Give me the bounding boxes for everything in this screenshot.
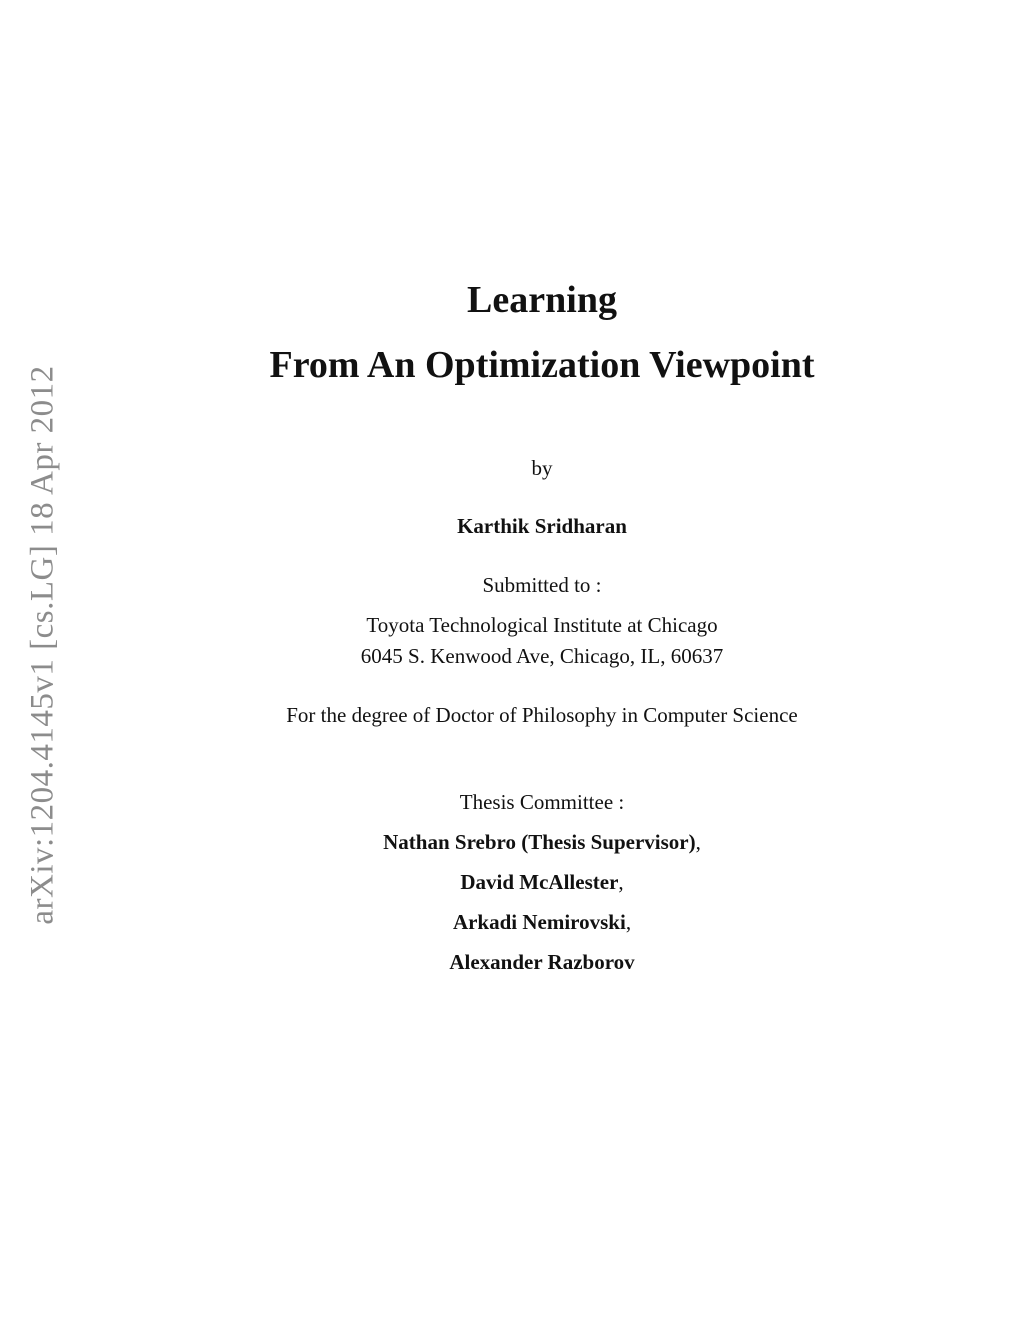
committee-separator: ,	[618, 870, 624, 894]
author-name: Karthik Sridharan	[457, 514, 627, 538]
institution-name: Toyota Technological Institute at Chicago	[366, 613, 718, 637]
committee-member-name: Alexander Razborov	[449, 950, 635, 974]
thesis-title-line-2: From An Optimization Viewpoint	[269, 344, 815, 386]
committee-member-name: Arkadi Nemirovski	[452, 910, 626, 934]
committee-separator: ,	[625, 910, 632, 934]
by-label: by	[531, 456, 553, 480]
committee-member	[460, 870, 623, 895]
arxiv-identifier-stamp: arXiv:1204.4145v1 [cs.LG] 18 Apr 2012	[24, 365, 61, 925]
institution-address: 6045 S. Kenwood Ave, Chicago, IL, 60637	[360, 644, 724, 668]
committee-member	[449, 950, 634, 975]
degree-statement: For the degree of Doctor of Philosophy in Computer Science	[286, 703, 798, 727]
committee-member	[453, 910, 631, 935]
submitted-to-label: Submitted to :	[482, 573, 602, 597]
committee-label: Thesis Committee :	[459, 790, 625, 814]
committee-member	[383, 830, 701, 855]
thesis-title-line-1: Learning	[467, 279, 617, 321]
committee-member-name: Nathan Srebro (Thesis Supervisor)	[383, 830, 696, 854]
committee-member-name: David McAllester	[460, 870, 619, 894]
committee-separator: ,	[695, 830, 701, 854]
